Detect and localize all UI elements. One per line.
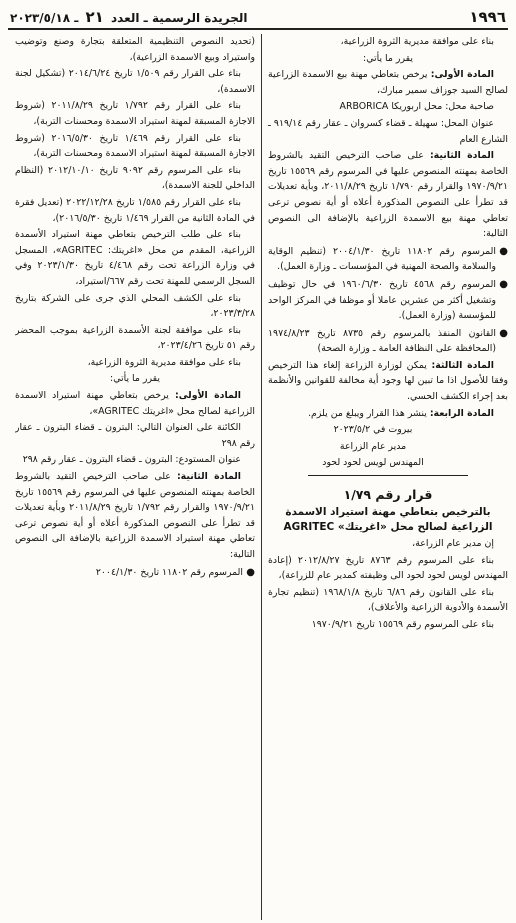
paragraph-text: إن مدير عام الزراعة،: [412, 538, 494, 550]
article-label: المادة الثانية:: [429, 150, 495, 162]
paragraph-text: بيروت في ٢٠٢٣/٥/٢: [333, 424, 413, 436]
column-divider: [261, 34, 262, 920]
signature-line: [268, 439, 478, 455]
bullet-icon: ●: [499, 278, 508, 290]
signature-line: [268, 455, 478, 471]
paragraph-text: صاحبة محل: محل اربوريكا ARBORICA: [339, 101, 494, 113]
paragraph-text: المرسوم رقم ١١٨٠٢ تاريخ ٢٠٠٤/١/٣٠: [95, 566, 243, 578]
paragraph: [268, 617, 508, 633]
paragraph-text: بالترخيص بتعاطي مهنة استيراد الاسمدة الزراعية لصالح محل «اغريتك» AGRITEC: [283, 506, 493, 534]
paragraph: [15, 227, 255, 289]
bullet-icon: ●: [499, 245, 508, 257]
paragraph-text: بناء على موافقة مديرية الثروة الزراعية،: [87, 356, 241, 368]
right-column: [262, 30, 508, 920]
paragraph-text: عنوان المستودع: البترون ـ قضاء البترون ـ عقار رقم ٢٩٨: [22, 454, 241, 466]
paragraph: [15, 66, 255, 97]
list-item: [268, 326, 508, 357]
signature-line: [268, 422, 478, 438]
paragraph: [15, 98, 255, 129]
paragraph-text: بناء على القرار رقم ١/٧٩٢ تاريخ ٢٠١١/٨/٢٩ (شروط الاجازة المسبقة لمهنة استيراد الاسمدة ومحسنات التربة)،: [15, 100, 255, 127]
list-item: [268, 244, 508, 275]
page-header: [8, 4, 508, 30]
paragraph-text: بناء على القرار رقم ١/٥٨٥ تاريخ ٢٠٢٢/١٢/٢٨ (تعديل فقرة في المادة الثانية من القرار ١/٤٦٩ تاريخ ٢٠١٦/٥/٣٠)،: [15, 196, 255, 224]
paragraph: [15, 371, 255, 387]
paragraph-text: يقرر ما يأتي:: [363, 52, 413, 64]
paragraph: [15, 388, 255, 419]
paragraph-text: القانون المنفذ بالمرسوم رقم ٨٧٣٥ تاريخ ١٩٧٤/٨/٢٣ (المحافظة على النظافة العامة ـ وزارة الصحة): [268, 327, 496, 355]
paragraph-text: على صاحب الترخيص التقيد بالشروط الخاصة بمهنته المنصوص عليها في المرسوم رقم ١٥٥٦٩ تاريخ ١٩٧٠/٩/٢١ والقرار رقم ١/٧٩٠ تاريخ ٢٠١١/٨/٢٩، وبأية تعديلات قد تطرأ على النصوص المذكورة أعلاه أو أية نصوص ترعى تعاطي مهنة بيع الاسمدة الزراعية بالإضافة الى النصوص التالية:: [268, 150, 508, 240]
paragraph-text: ينشر هذا القرار ويبلغ من يلزم.: [308, 407, 430, 419]
paragraph-text: الكائنة على العنوان التالي: البترون ـ قضاء البترون ـ عقار رقم ٢٩٨: [15, 422, 255, 449]
paragraph-text: قرار رقم ١/٧٩: [343, 487, 433, 503]
paragraph: [15, 195, 255, 226]
paragraph: [15, 163, 255, 194]
paragraph-text: بناء على المرسوم رقم ٩٠٩٢ تاريخ ٢٠١٢/١٠/١٠ (النظام الداخلي للجنة الاسمدة)،: [15, 164, 255, 192]
paragraph-text: بناء على القرار رقم ١/٥٠٩ تاريخ ٢٠١٤/٦/٢٤ (تشكيل لجنة الاسمدة)،: [15, 68, 255, 95]
paragraph-text: يرخص بتعاطي مهنة بيع الاسمدة الزراعية لصالح السيد جوزاف سمير مبارك،: [268, 69, 508, 96]
paragraph-text: يمكن لوزارة الزراعة إلغاء هذا الترخيص وفقا للأصول اذا ما تبين لها وجود أية مخالفة للقوانين والأنظمة بعد إجراء الكشف الحسي.: [268, 359, 508, 403]
text-columns: [8, 30, 508, 920]
paragraph: [15, 452, 255, 468]
paragraph-text: بناء على المرسوم رقم ٨٧٦٣ تاريخ ٢٠١٢/٨/٢٧ (إعادة المهندس لويس لحود لحود الى وظيفته كمدير عام للزراعة)،: [268, 554, 508, 582]
article-label: المادة الثانية:: [176, 471, 242, 483]
paragraph: [15, 291, 255, 322]
paragraph-text: المرسوم رقم ١١٨٠٢ تاريخ ٢٠٠٤/١/٣٠ (تنظيم الوقاية والسلامة والصحة المهنية في المؤسسات ـ وزارة العمل).: [268, 245, 496, 273]
paragraph: [268, 99, 508, 115]
paragraph-text: يرخص بتعاطي مهنة استيراد الاسمدة الزراعية لصالح محل «اغريتك AGRITEC»،: [15, 390, 255, 417]
page-number: ١٩٩٦: [469, 8, 506, 26]
paragraph: [268, 358, 508, 405]
paragraph-text: بناء على موافقة مديرية الثروة الزراعية،: [340, 36, 494, 47]
article-label: المادة الثالثة:: [431, 359, 495, 371]
paragraph-text: يقرر ما يأتي:: [110, 373, 160, 385]
paragraph-text: بناء على القانون رقم ٦/٨٦ تاريخ ١٩٦٨/١/٨ (تنظيم تجارة الأسمدة والأدوية الزراعية والأعلاف)،: [268, 586, 508, 614]
paragraph: [15, 131, 255, 162]
paragraph: [268, 406, 508, 422]
paragraph-text: بناء على طلب الترخيص بتعاطي مهنة استيراد الأسمدة الزراعية، المقدم من محل «اغريتك: AGRITEC»، المسجل في وزارة الزراعة تحت رقم ٤/٤٦٨ تاريخ ٢٠٢٣/١/٣٠ وفي السجل الرسمي للمهنة تحت رقم ٦٦٧/استيراد،: [15, 229, 255, 287]
paragraph-text: (تحديد النصوص التنظيمية المتعلقة بتجارة وصنع وتوضيب واستيراد وبيع الاسمدة الزراعية)،: [15, 36, 255, 63]
list-item: [268, 277, 508, 324]
paragraph-text: بناء على القرار رقم ١/٤٦٩ تاريخ ٢٠١٦/٥/٣٠ (شروط الاجازة المسبقة لمهنة استيراد الاسمدة ومحسنات التربة)،: [15, 132, 255, 160]
article-label: المادة الرابعة:: [429, 407, 494, 419]
issue-date: ـ ٢٠٢٣/٥/١٨: [10, 11, 79, 25]
gazette-name: الجريدة الرسمية ـ العدد: [111, 11, 248, 25]
section-separator: [308, 475, 468, 476]
paragraph: [268, 51, 508, 67]
paragraph-text: عنوان المحل: سهيلة ـ قضاء كسروان ـ عقار رقم ٩١٩/١٤ ـ الشارع العام: [268, 117, 508, 145]
paragraph-text: بناء على موافقة لجنة الأسمدة الزراعية بموجب المحضر رقم ٥١ تاريخ ٢٠٢٣/٤/٢٦،: [15, 324, 255, 352]
decree-number: [268, 486, 508, 504]
paragraph: [15, 323, 255, 354]
article-label: المادة الأولى:: [174, 390, 241, 402]
paragraph: [15, 355, 255, 371]
bullet-icon: ●: [246, 566, 255, 578]
paragraph: [268, 585, 508, 616]
decree-title: [268, 505, 508, 535]
bullet-icon: ●: [499, 327, 508, 339]
paragraph: [268, 34, 508, 50]
paragraph-text: بناء على المرسوم رقم ١٥٥٦٩ تاريخ ١٩٧٠/٩/٢١: [311, 619, 494, 630]
paragraph: [268, 553, 508, 584]
paragraph: [15, 420, 255, 451]
paragraph-text: على صاحب الترخيص التقيد بالشروط الخاصة بمهنته المنصوص عليها في المرسوم رقم ١٥٥٦٩ تاريخ ١٩٧٠/٩/٢١ والقرار رقم ١/٧٩٢ تاريخ ٢٠١١/٨/٢٩ وبأية تعديلات قد تطرأ على النصوص المذكورة أعلاه أو أية نصوص ترعى تعاطي مهنة استيراد الاسمدة الزراعية بالإضافة الى النصوص التالية:: [15, 471, 255, 560]
paragraph-text: المهندس لويس لحود لحود: [322, 457, 424, 469]
paragraph: [268, 116, 508, 147]
left-column: [15, 30, 261, 920]
paragraph: [268, 536, 508, 552]
paragraph: [15, 469, 255, 563]
article-label: المادة الأولى:: [430, 69, 494, 81]
paragraph: [268, 148, 508, 242]
gazette-title: [10, 8, 248, 26]
paragraph-text: مدير عام الزراعة: [339, 440, 407, 452]
paragraph: [15, 34, 255, 65]
paragraph: [268, 67, 508, 98]
paragraph-text: المرسوم رقم ٤٥٦٨ تاريخ ١٩٦٠/٦/٣٠ في حال توظيف وتشغيل أكثر من عشرين عاملا أو موظفا في المركز الواحد للمؤسسة (وزارة العمل).: [268, 278, 497, 322]
list-item: [15, 565, 255, 581]
paragraph-text: بناء على الكشف المحلي الذي جرى على الشركة بتاريخ ٢٠٢٣/٣/٢٨،: [15, 292, 255, 320]
issue-number: ٢١: [85, 8, 104, 26]
